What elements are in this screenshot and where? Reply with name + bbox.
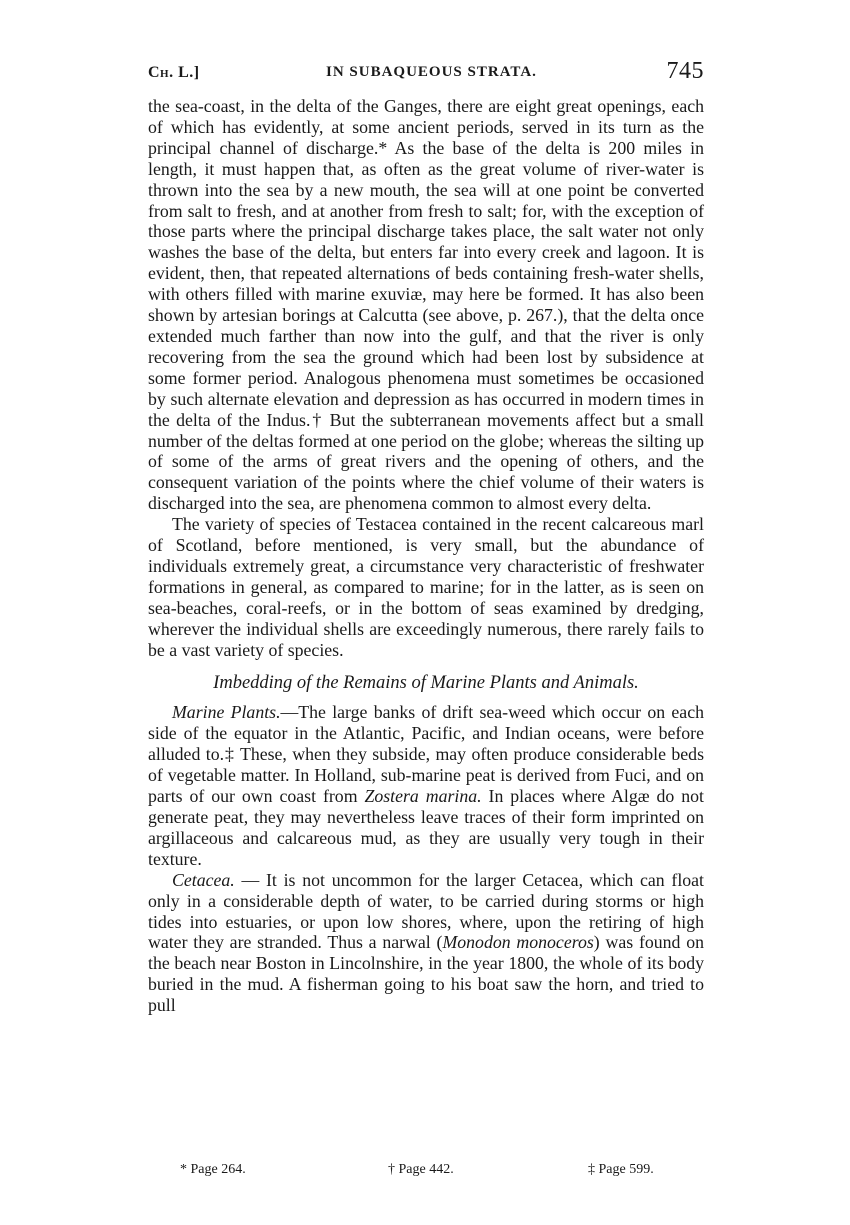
body-text — [148, 96, 704, 660]
marine-plants-text-a: —The large banks of drift sea-weed which occur on each side of the equator in the Atlantic, Pacific, and Indian oceans, were before alluded to.‡ These, when they subside, may often produce considerable beds of vegetable matter. In Holland, sub-marine peat is derived from Fuci, and on parts of our own coast from — [148, 702, 704, 807]
page-number: 745 — [666, 58, 704, 84]
runin-cetacea: Cetacea. — [172, 869, 235, 890]
body-text-section — [148, 702, 704, 1016]
paragraph-testacea: The variety of species of Testacea contained in the recent calcareous marl of Scotland, before mentioned, is very small, but the abundance of individuals extremely great, a circumstance very characteristic of freshwater formations in general, as compared to marine; for in the latter, as is seen on sea-beaches, coral-reefs, or in the bottom of seas examined by dredging, wherever the individual shells are exceedingly numerous, there rarely fails to be a vast variety of species. — [148, 514, 704, 660]
footnote-1: * Page 264. — [180, 1162, 246, 1177]
page-body — [148, 96, 704, 1016]
footnotes — [148, 1162, 704, 1182]
chapter-label: Ch. L.] — [148, 64, 200, 81]
footnote-3: ‡ Page 599. — [588, 1162, 654, 1177]
cetacea-text-b: ) was found on the beach near Boston in Lincolnshire, in the year 1800, the whole of its body buried in the mud. A fisherman going to his boat saw the horn, and tried to pull — [148, 932, 705, 1016]
runin-marine-plants: Marine Plants. — [172, 702, 281, 723]
section-heading: Imbedding of the Remains of Marine Plants and Animals. — [213, 673, 639, 694]
paragraph-ganges-delta: the sea-coast, in the delta of the Ganges, there are eight great openings, each of which has evidently, at some ancient periods, served in its turn as the principal channel of discharge.* As the base of the delta is 200 miles in length, it must happen that, as often as the great volume of river-water is thrown into the sea by a new mouth, the sea will at one point be converted from salt to fresh, and at another from fresh to salt; for, with the exception of those parts where the principal discharge takes place, the salt water not only washes the base of the delta, but enters far into every creek and lagoon. It is evident, then, that repeated alternations of beds containing fresh-water shells, with others filled with marine exuviæ, may here be formed. It has also been shown by artesian borings at Calcutta (see above, p. 267.), that the delta once extended much farther than now into the gulf, and that the river is only recovering from the sea the ground which had been lost by subsidence at some former period. Analogous phenomena must sometimes be occasioned by such alternate elevation and depression as has occurred in modern times in the delta of the Indus.† But the subterranean movements affect but a small number of the deltas formed at one period on the globe; whereas the silting up of some of the arms of great rivers and the opening of others, and the consequent variation of the points where the chief volume of their waters is discharged into the sea, are phenomena common to almost every delta. — [148, 96, 705, 514]
paragraph-cetacea — [148, 870, 704, 1016]
marine-plants-text-b: In places where Algæ do not generate peat, they may nevertheless leave traces of their form imprinted on argillaceous and calcareous mud, as they are usually very tough in their texture. — [148, 786, 704, 869]
paragraph-marine-plants — [148, 702, 704, 869]
running-head — [148, 58, 704, 88]
footnote-2: † Page 442. — [388, 1162, 454, 1177]
zostera-italic: Zostera marina. — [364, 786, 482, 807]
monodon-italic: Monodon monoceros — [442, 932, 594, 953]
cetacea-text-a: — It is not uncommon for the larger Cetacea, which can float only in a considerable depth of water, to be carried during storms or high tides into estuaries, or upon low shores, where, upon the retiring of high water they are stranded. Thus a narwal ( — [148, 869, 704, 953]
running-title: IN SUBAQUEOUS STRATA. — [326, 64, 537, 80]
